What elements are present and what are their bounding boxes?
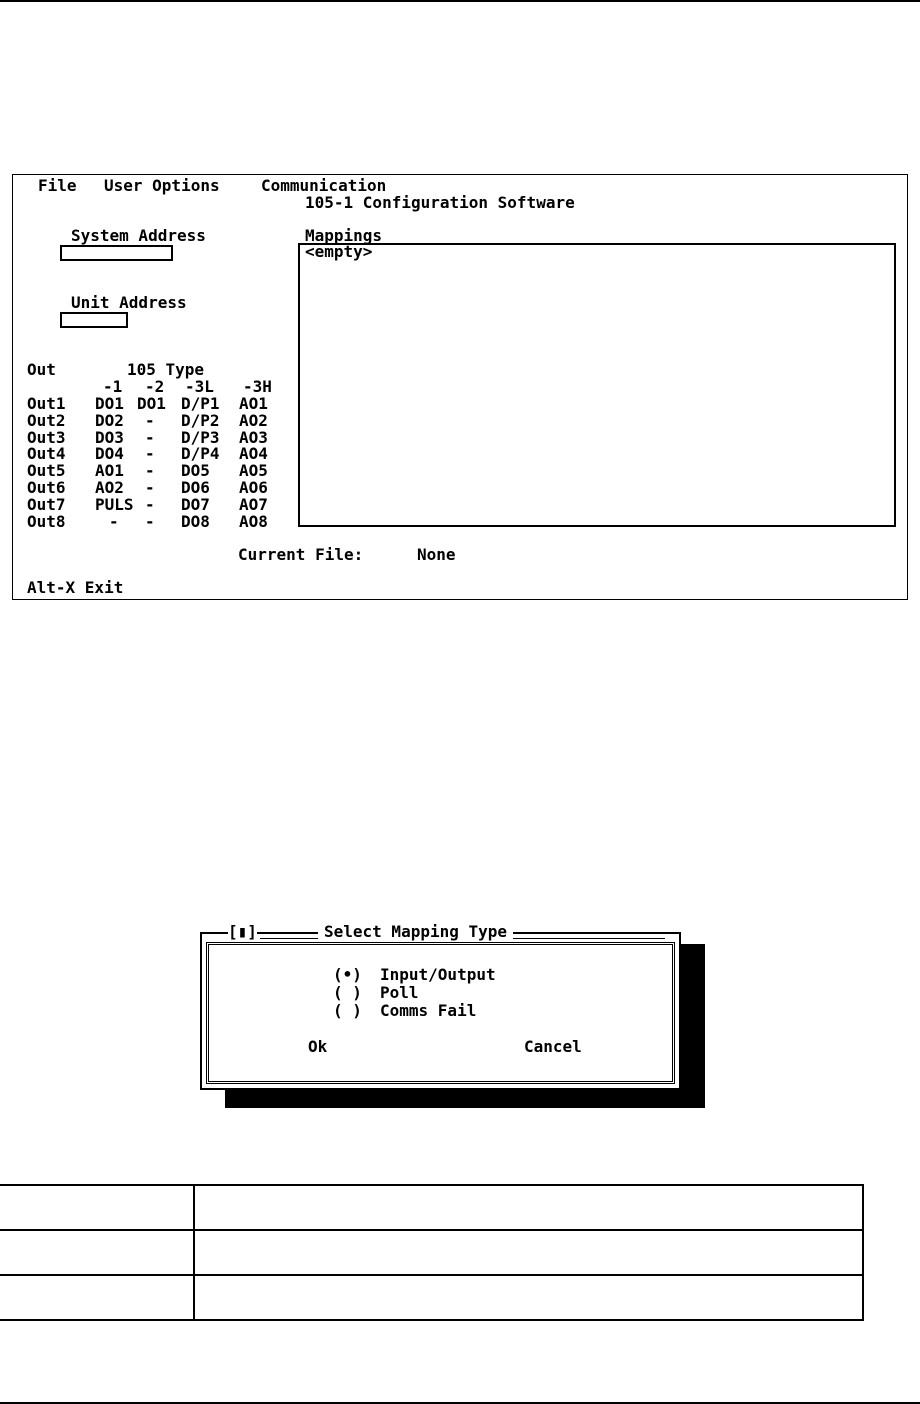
out-cell: DO5 <box>181 461 210 481</box>
radio-input-output-mark[interactable]: (•) <box>333 965 362 984</box>
out-cell: - <box>145 410 155 430</box>
cancel-button[interactable]: Cancel <box>524 1037 582 1056</box>
type-column-header: -1 <box>103 377 123 396</box>
out-cell: - <box>145 478 155 497</box>
table-row <box>0 1230 863 1275</box>
out-cell: - <box>145 511 155 531</box>
out-row-name: Out7 <box>27 494 66 514</box>
status-bar-exit[interactable]: Alt-X Exit <box>27 578 124 597</box>
out-cell: DO1 <box>95 394 124 413</box>
out-cell: DO1 <box>137 394 166 413</box>
out-row-name: Out4 <box>27 444 66 464</box>
out-cell: AO8 <box>239 511 268 531</box>
system-address-field[interactable] <box>60 245 173 261</box>
out-cell: AO6 <box>239 478 268 497</box>
out-row-name: Out6 <box>27 478 66 497</box>
system-address-label: System Address <box>71 226 206 245</box>
table-cell <box>194 1185 863 1230</box>
menu-user-options[interactable]: User Options <box>104 176 220 195</box>
out-row-name: Out2 <box>27 410 66 430</box>
config-screen <box>12 174 908 600</box>
out-cell: DO4 <box>95 444 124 464</box>
dialog-shadow-bottom <box>225 1089 705 1108</box>
out-header: Out <box>27 360 56 379</box>
app-title: 105-1 Configuration Software <box>305 193 575 212</box>
table-row <box>0 1185 863 1230</box>
out-cell: - <box>109 511 119 531</box>
table-cell <box>0 1275 194 1320</box>
dialog-title-bar <box>216 922 665 944</box>
table-cell <box>194 1230 863 1275</box>
out-row-name: Out8 <box>27 511 66 531</box>
table-row <box>0 1275 863 1320</box>
out-cell: AO7 <box>239 494 268 514</box>
out-cell: D/P3 <box>181 427 220 447</box>
out-cell: - <box>145 494 155 514</box>
out-cell: AO4 <box>239 444 268 464</box>
radio-comms-fail-label[interactable]: Comms Fail <box>380 1001 477 1020</box>
out-cell: - <box>145 427 155 447</box>
out-cell: DO8 <box>181 511 210 531</box>
out-cell: - <box>145 444 155 464</box>
select-mapping-type-dialog <box>200 922 681 1090</box>
type-column-header: -3H <box>243 377 272 396</box>
document-table <box>0 1184 864 1321</box>
out-row-name: Out5 <box>27 461 66 481</box>
table-cell <box>194 1275 863 1320</box>
menu-communication[interactable]: Communication <box>261 176 387 195</box>
out-cell: AO1 <box>239 394 268 413</box>
type-header: 105 Type <box>127 360 205 379</box>
out-cell: D/P2 <box>181 410 220 430</box>
out-cell: AO3 <box>239 427 268 447</box>
radio-poll-label[interactable]: Poll <box>380 983 419 1002</box>
type-column-header: -2 <box>145 377 165 396</box>
out-cell: DO6 <box>181 478 210 497</box>
radio-input-output-label[interactable]: Input/Output <box>380 965 496 984</box>
unit-address-field[interactable] <box>60 312 128 328</box>
table-cell <box>0 1230 194 1275</box>
out-row-name: Out1 <box>27 394 66 413</box>
out-cell: D/P1 <box>181 394 220 413</box>
menu-file[interactable]: File <box>38 176 77 195</box>
radio-poll-mark[interactable]: ( ) <box>333 983 362 1002</box>
out-cell: DO2 <box>95 410 124 430</box>
out-cell: AO2 <box>239 410 268 430</box>
dialog-close-button[interactable]: [▮] <box>228 922 257 941</box>
ok-button[interactable]: Ok <box>308 1037 328 1056</box>
table-cell <box>0 1185 194 1230</box>
current-file-value: None <box>417 545 456 564</box>
mappings-label: Mappings <box>305 226 383 245</box>
out-cell: D/P4 <box>181 444 220 464</box>
radio-comms-fail-mark[interactable]: ( ) <box>333 1001 362 1020</box>
mappings-list[interactable] <box>298 243 896 527</box>
page-top-rule <box>0 0 920 2</box>
out-cell: DO7 <box>181 494 210 514</box>
dialog-shadow-right <box>681 944 705 1108</box>
unit-address-label: Unit Address <box>71 293 187 312</box>
type-column-header: -3L <box>185 377 214 396</box>
out-cell: AO5 <box>239 461 268 481</box>
dialog-title: Select Mapping Type <box>318 923 513 940</box>
out-row-name: Out3 <box>27 427 66 447</box>
current-file-label: Current File: <box>238 545 364 564</box>
out-cell: PULS <box>95 494 134 514</box>
out-cell: AO1 <box>95 461 124 481</box>
mappings-list-item[interactable]: <empty> <box>305 242 373 261</box>
out-cell: DO3 <box>95 427 124 447</box>
out-cell: AO2 <box>95 478 124 497</box>
out-cell: - <box>145 461 155 481</box>
